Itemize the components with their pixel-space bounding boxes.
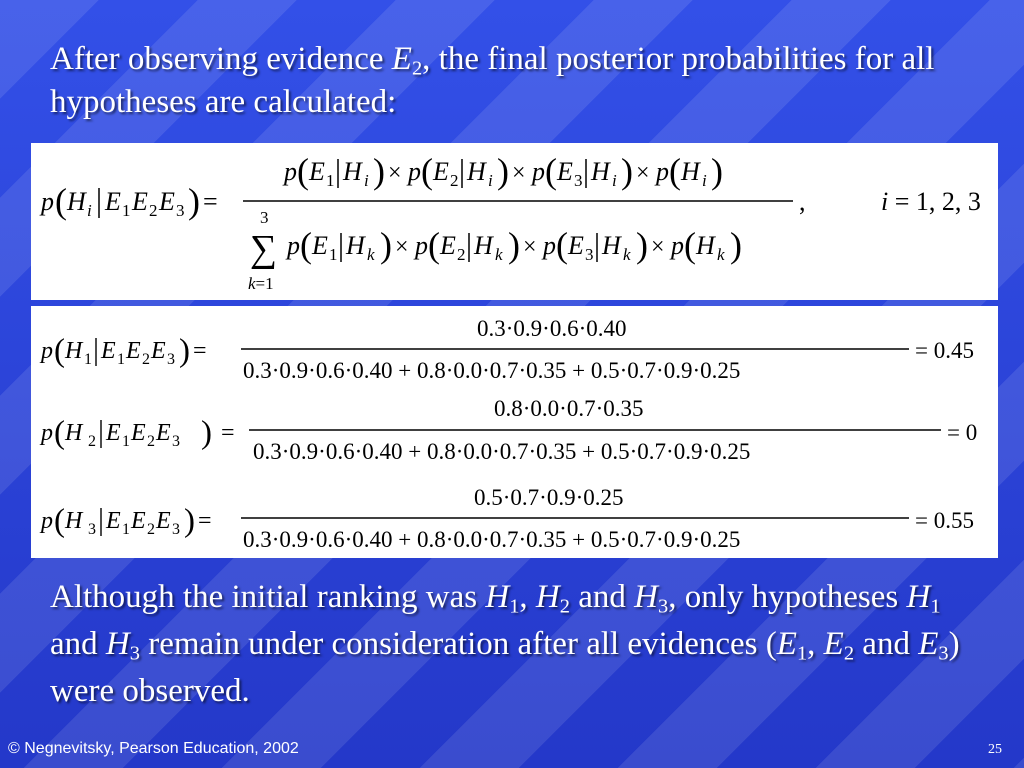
svg-text:×: × <box>523 234 537 260</box>
svg-text:p: p <box>671 231 684 260</box>
svg-text:): ) <box>711 151 723 191</box>
svg-text:H: H <box>65 420 83 446</box>
svg-text:2: 2 <box>88 433 96 450</box>
svg-text:p: p <box>41 420 53 446</box>
calc-3-numerator: 0.5·0.7·0.9·0.25 <box>474 485 624 510</box>
svg-text:E: E <box>106 420 121 446</box>
svg-text:): ) <box>636 225 648 265</box>
svg-text:3: 3 <box>172 521 180 538</box>
calc-2-denominator: 0.3·0.9·0.6·0.40 + 0.8·0.0·0.7·0.35 + 0.5·0.7·0.9·0.25 <box>253 439 751 464</box>
svg-text:×: × <box>636 160 650 186</box>
svg-text:×: × <box>651 234 665 260</box>
svg-text:E: E <box>106 508 121 534</box>
svg-text:E: E <box>440 231 456 260</box>
svg-text:(: ( <box>669 151 681 191</box>
svg-text:): ) <box>188 181 200 221</box>
svg-text:1: 1 <box>117 351 125 368</box>
page-number: 25 <box>988 742 1002 757</box>
svg-text:1: 1 <box>326 171 335 190</box>
svg-text:(: ( <box>300 225 312 265</box>
svg-text:p: p <box>656 157 669 186</box>
calc-row-h2 <box>39 396 977 464</box>
svg-text:): ) <box>380 225 392 265</box>
svg-text:=: = <box>193 338 207 364</box>
svg-text:p: p <box>532 157 545 186</box>
svg-text:1: 1 <box>329 245 338 264</box>
svg-text:(: ( <box>428 225 440 265</box>
svg-text:E: E <box>159 187 175 216</box>
calculation-panel <box>31 306 998 558</box>
svg-text:H: H <box>65 508 83 534</box>
svg-text:1: 1 <box>84 351 92 368</box>
svg-text:×: × <box>388 160 402 186</box>
svg-text:(: ( <box>684 225 696 265</box>
svg-text:H: H <box>591 157 610 186</box>
svg-text:E: E <box>132 187 148 216</box>
svg-text:E: E <box>101 338 116 364</box>
svg-text:p: p <box>41 338 53 364</box>
svg-text:=: = <box>221 420 235 446</box>
calc-3-denominator: 0.3·0.9·0.6·0.40 + 0.8·0.0·0.7·0.35 + 0.5·0.7·0.9·0.25 <box>243 527 741 552</box>
calc-row-h3 <box>39 485 974 552</box>
svg-text:H: H <box>681 157 700 186</box>
svg-text:): ) <box>184 503 195 539</box>
svg-text:H: H <box>65 338 83 364</box>
svg-text:H: H <box>346 231 365 260</box>
svg-text:p: p <box>415 231 428 260</box>
formula-comma: , <box>799 187 806 216</box>
svg-text:p: p <box>287 231 300 260</box>
svg-text:i: i <box>612 171 617 190</box>
svg-text:E: E <box>156 508 171 534</box>
calc-2-numerator: 0.8·0.0·0.7·0.35 <box>494 396 644 421</box>
svg-text:i: i <box>702 171 707 190</box>
svg-text:E: E <box>126 338 141 364</box>
svg-text:): ) <box>201 415 212 451</box>
svg-text:p: p <box>543 231 556 260</box>
calc-1-denominator: 0.3·0.9·0.6·0.40 + 0.8·0.0·0.7·0.35 + 0.5·0.7·0.9·0.25 <box>243 358 741 383</box>
svg-text:k: k <box>495 245 503 264</box>
copyright-footer: © Negnevitsky, Pearson Education, 2002 <box>8 740 299 757</box>
svg-text:(: ( <box>421 151 433 191</box>
svg-text:i: i <box>364 171 369 190</box>
calc-2-result: = 0 <box>947 420 978 445</box>
svg-text:2: 2 <box>450 171 459 190</box>
svg-text:2: 2 <box>149 201 158 220</box>
index-condition: i = 1, 2, 3 <box>881 187 981 216</box>
svg-text:E: E <box>568 231 584 260</box>
svg-text:3: 3 <box>176 201 185 220</box>
svg-text:(: ( <box>55 181 67 221</box>
svg-text:p: p <box>284 157 297 186</box>
svg-text:(: ( <box>54 333 65 369</box>
general-formula-panel <box>31 143 998 300</box>
svg-text:2: 2 <box>457 245 466 264</box>
svg-text:H: H <box>696 231 715 260</box>
calculation-formulas <box>31 306 998 558</box>
svg-text:2: 2 <box>147 433 155 450</box>
svg-text:): ) <box>179 333 190 369</box>
svg-text:(: ( <box>54 415 65 451</box>
svg-text:E: E <box>156 420 171 446</box>
calc-row-h1 <box>39 316 974 383</box>
svg-text:H: H <box>474 231 493 260</box>
sum-sign: ∑ <box>250 228 278 270</box>
svg-text:k: k <box>623 245 631 264</box>
svg-text:H: H <box>467 157 486 186</box>
svg-text:p: p <box>408 157 421 186</box>
svg-text:1: 1 <box>122 201 131 220</box>
svg-text:×: × <box>395 234 409 260</box>
svg-text:k: k <box>717 245 725 264</box>
svg-text:3: 3 <box>88 521 96 538</box>
heading-var-sub: 2 <box>411 57 423 80</box>
svg-text:(: ( <box>545 151 557 191</box>
svg-text:i: i <box>488 171 493 190</box>
svg-text:=: = <box>198 508 212 534</box>
svg-text:1: 1 <box>122 521 130 538</box>
heading-var: E <box>391 41 412 77</box>
svg-text:3: 3 <box>585 245 594 264</box>
svg-text:=: = <box>203 187 218 216</box>
svg-text:): ) <box>373 151 385 191</box>
svg-text:E: E <box>312 231 328 260</box>
svg-text:3: 3 <box>172 433 180 450</box>
svg-text:E: E <box>131 420 146 446</box>
svg-text:E: E <box>557 157 573 186</box>
calc-1-numerator: 0.3·0.9·0.6·0.40 <box>477 316 627 341</box>
formula-denominator <box>248 208 742 293</box>
svg-text:): ) <box>508 225 520 265</box>
svg-text:E: E <box>105 187 121 216</box>
svg-text:i: i <box>87 201 92 220</box>
sum-upper: 3 <box>260 208 269 227</box>
formula-lhs <box>39 181 218 221</box>
general-formula <box>31 143 998 300</box>
svg-text:): ) <box>621 151 633 191</box>
svg-text:E: E <box>433 157 449 186</box>
svg-text:): ) <box>730 225 742 265</box>
svg-text:H: H <box>602 231 621 260</box>
svg-text:3: 3 <box>574 171 583 190</box>
svg-text:p: p <box>41 508 53 534</box>
svg-text:H: H <box>67 187 86 216</box>
svg-text:k: k <box>367 245 375 264</box>
slide-heading <box>50 38 990 124</box>
svg-text:×: × <box>512 160 526 186</box>
svg-text:3: 3 <box>167 351 175 368</box>
svg-text:E: E <box>309 157 325 186</box>
svg-text:(: ( <box>556 225 568 265</box>
svg-text:p: p <box>41 187 54 216</box>
svg-text:(: ( <box>54 503 65 539</box>
svg-text:(: ( <box>297 151 309 191</box>
svg-text:2: 2 <box>147 521 155 538</box>
svg-text:H: H <box>343 157 362 186</box>
svg-text:1: 1 <box>122 433 130 450</box>
conclusion-text: Although the initial ranking was $H_1$, $H_2$ and $H_3$, only hypotheses $H_1$ and $H_3$ remain under consideration after all evidences ($E_1$, $E_2$ and $E_3$) were observed. <box>50 579 960 709</box>
calc-1-result: = 0.45 <box>915 338 974 363</box>
svg-text:E: E <box>151 338 166 364</box>
heading-text-after: , the final posterior probabilities for all hypotheses are calculated: <box>50 41 935 120</box>
sum-lower: k=1 <box>248 274 274 293</box>
calc-3-result: = 0.55 <box>915 508 974 533</box>
svg-text:E: E <box>131 508 146 534</box>
svg-text:): ) <box>497 151 509 191</box>
svg-text:2: 2 <box>142 351 150 368</box>
heading-text: After observing evidence <box>50 41 392 77</box>
formula-numerator <box>282 151 723 191</box>
